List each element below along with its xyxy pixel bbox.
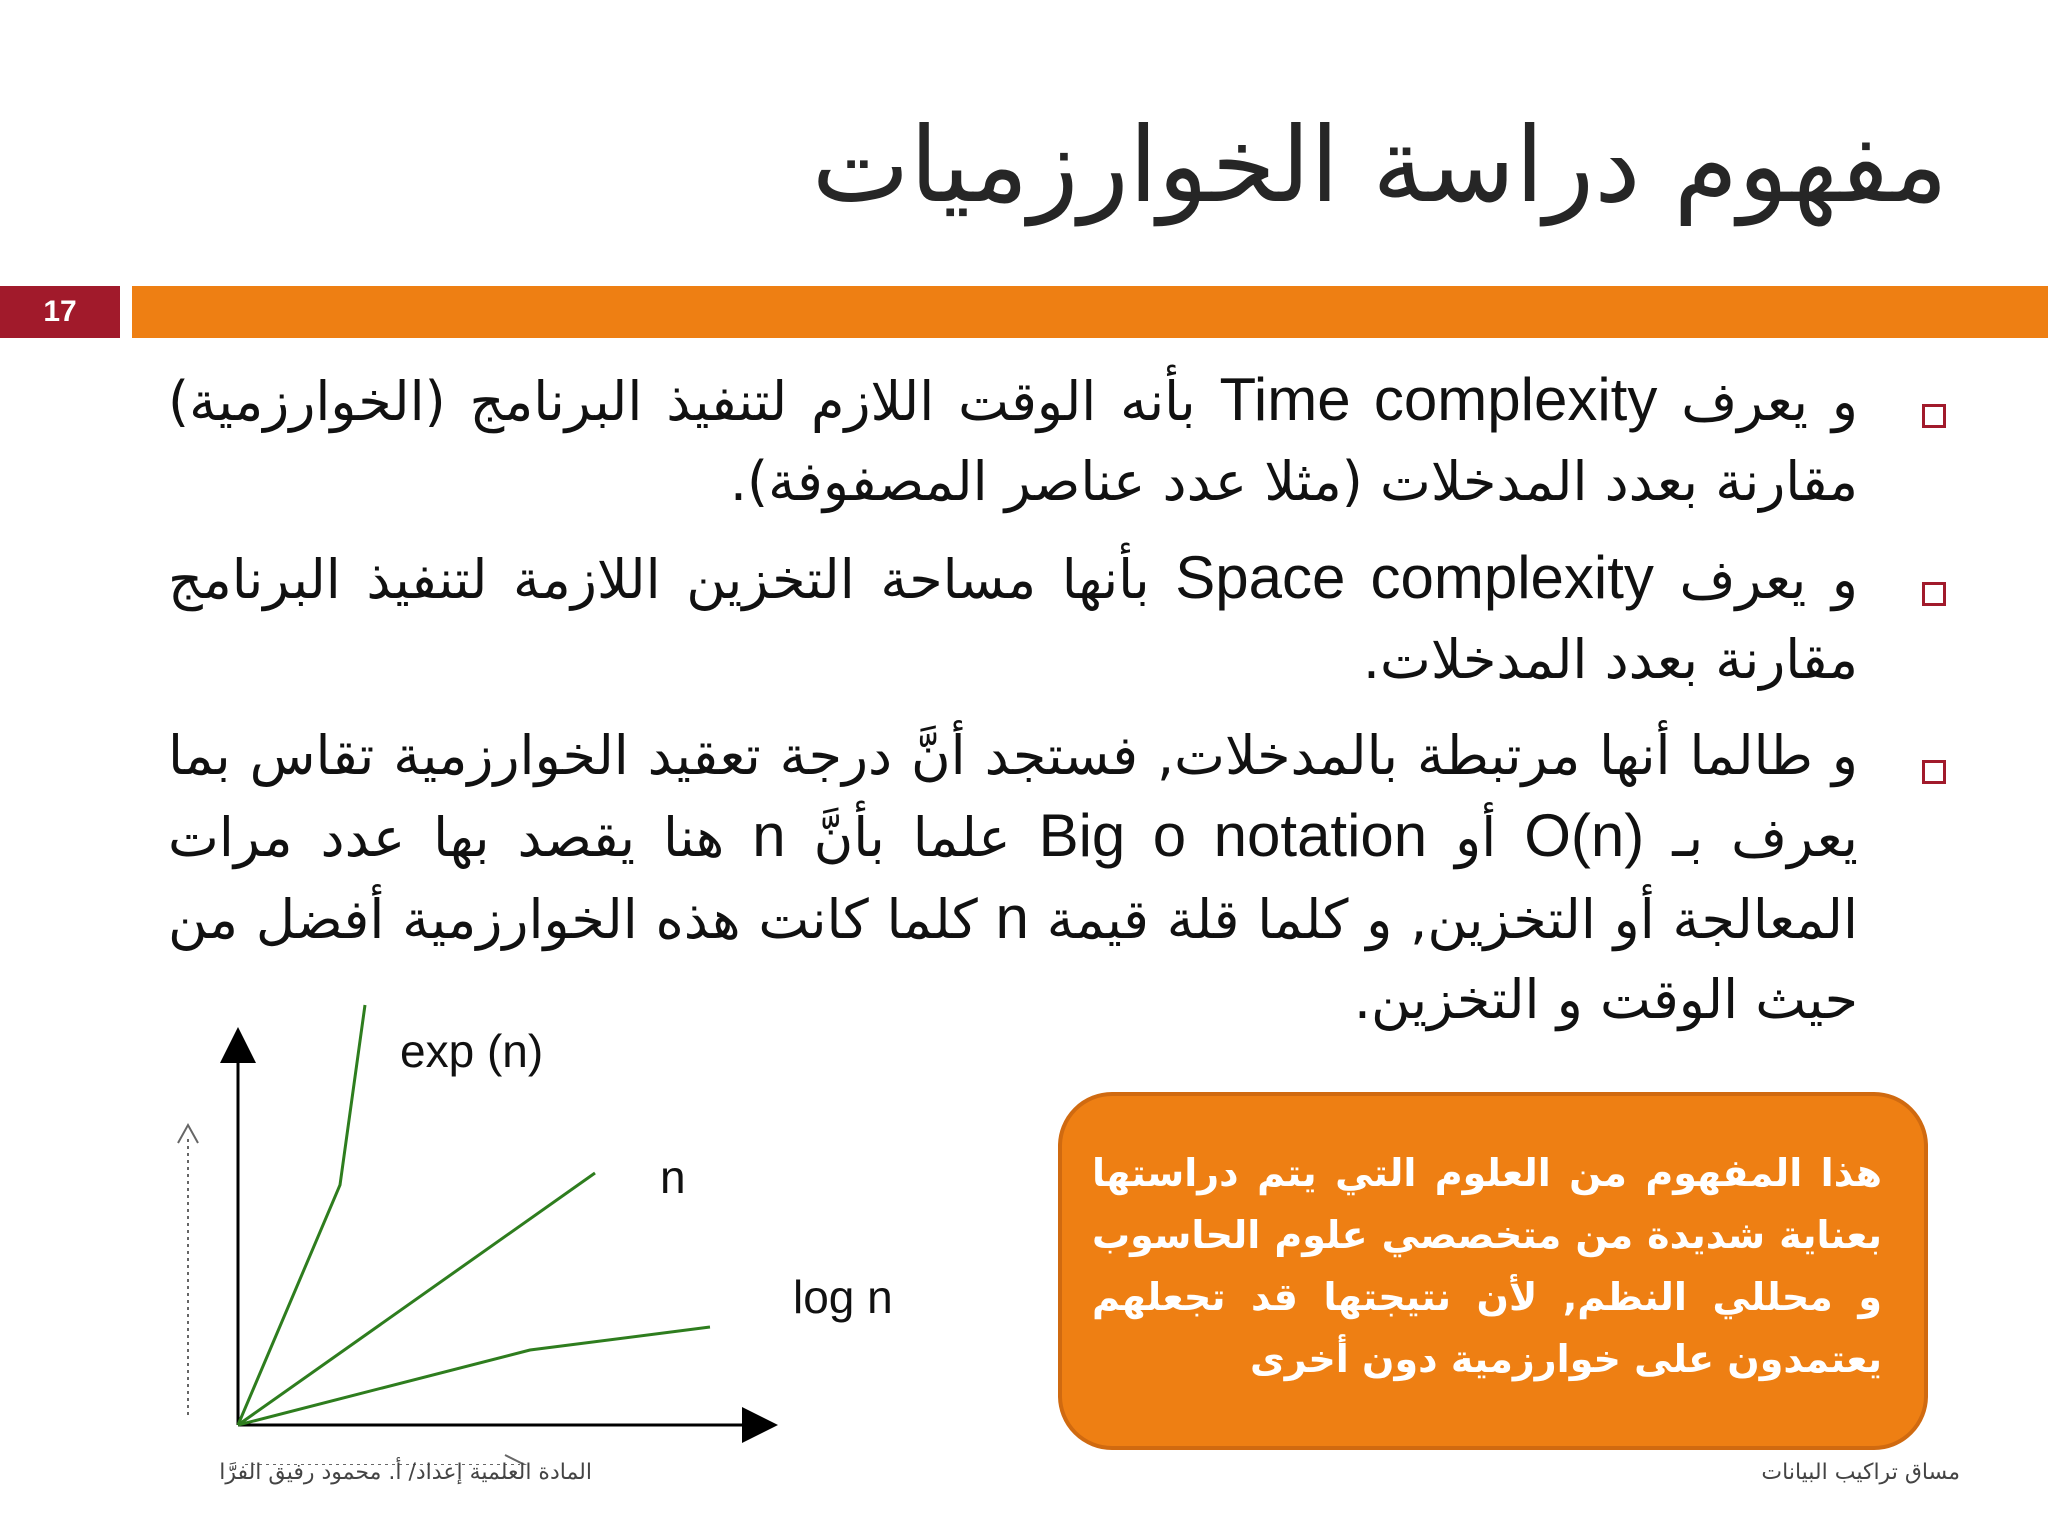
footer-course: مساق تراكيب البيانات <box>1761 1460 1960 1485</box>
page-number-badge: 17 <box>0 286 120 338</box>
series-log-n-label: log n <box>793 1271 893 1323</box>
callout-text: هذا المفهوم من العلوم التي يتم دراستها بعناية شديدة من متخصصي علوم الحاسوب و محللي النظم, لأن نتيجتها قد تجعلهم يعتمدون على خوارزمية دون أخرى <box>1092 1151 1882 1381</box>
bullet-text: هنا يقصد بها عدد مرات المعالجة أو التخزين, و كلما قلة قيمة <box>168 806 1858 951</box>
title-accent-bar <box>132 286 2048 338</box>
bullet-time-complexity <box>168 360 1968 522</box>
bullet-text: بأنه الوقت اللازم لتنفيذ البرنامج (الخوارزمية) مقارنة بعدد المدخلات (مثلا عدد عناصر المصفوفة). <box>168 370 1858 513</box>
bullet-text: و يعرف <box>1653 548 1858 611</box>
slide-title: مفهوم دراسة الخوارزميات <box>811 104 1948 226</box>
bullet-square-icon <box>1922 404 1946 428</box>
callout-box <box>1058 1092 1928 1450</box>
series-exp-n-line <box>238 1005 365 1425</box>
bullet-square-icon <box>1922 760 1946 784</box>
term-n: n <box>995 884 1029 951</box>
bullet-text: كلما كانت هذه الخوارزمية أفضل من حيث الوقت و التخزين. <box>168 888 1858 1031</box>
term-time-complexity: Time complexity <box>1219 366 1658 433</box>
term-big-o-notation: Big o notation <box>1038 802 1428 869</box>
bullet-text: أو <box>1427 806 1525 869</box>
complexity-growth-chart <box>160 995 960 1465</box>
footer-author: المادة العلمية إعداد/ أ. محمود رفيق الفرَّا <box>219 1460 592 1485</box>
bullet-space-complexity <box>168 538 1968 700</box>
bullet-text: علما بأنَّ <box>785 806 1039 869</box>
bullet-square-icon <box>1922 582 1946 606</box>
term-space-complexity: Space complexity <box>1175 544 1654 611</box>
term-n: n <box>752 802 786 869</box>
series-n-label: n <box>660 1151 686 1203</box>
term-o-n: O(n) <box>1524 802 1645 869</box>
bullet-big-o <box>168 716 1968 1040</box>
bullet-text: و يعرف <box>1657 370 1858 433</box>
bullet-text: و طالما أنها مرتبطة بالمدخلات, فستجد أنَّ درجة تعقيد الخوارزمية تقاس بما يعرف بـ <box>168 724 1858 869</box>
bullet-list <box>168 360 1968 1056</box>
series-exp-n-label: exp (n) <box>400 1025 544 1077</box>
bullet-text: بأنها مساحة التخزين اللازمة لتنفيذ البرنامج مقارنة بعدد المدخلات. <box>168 548 1858 691</box>
